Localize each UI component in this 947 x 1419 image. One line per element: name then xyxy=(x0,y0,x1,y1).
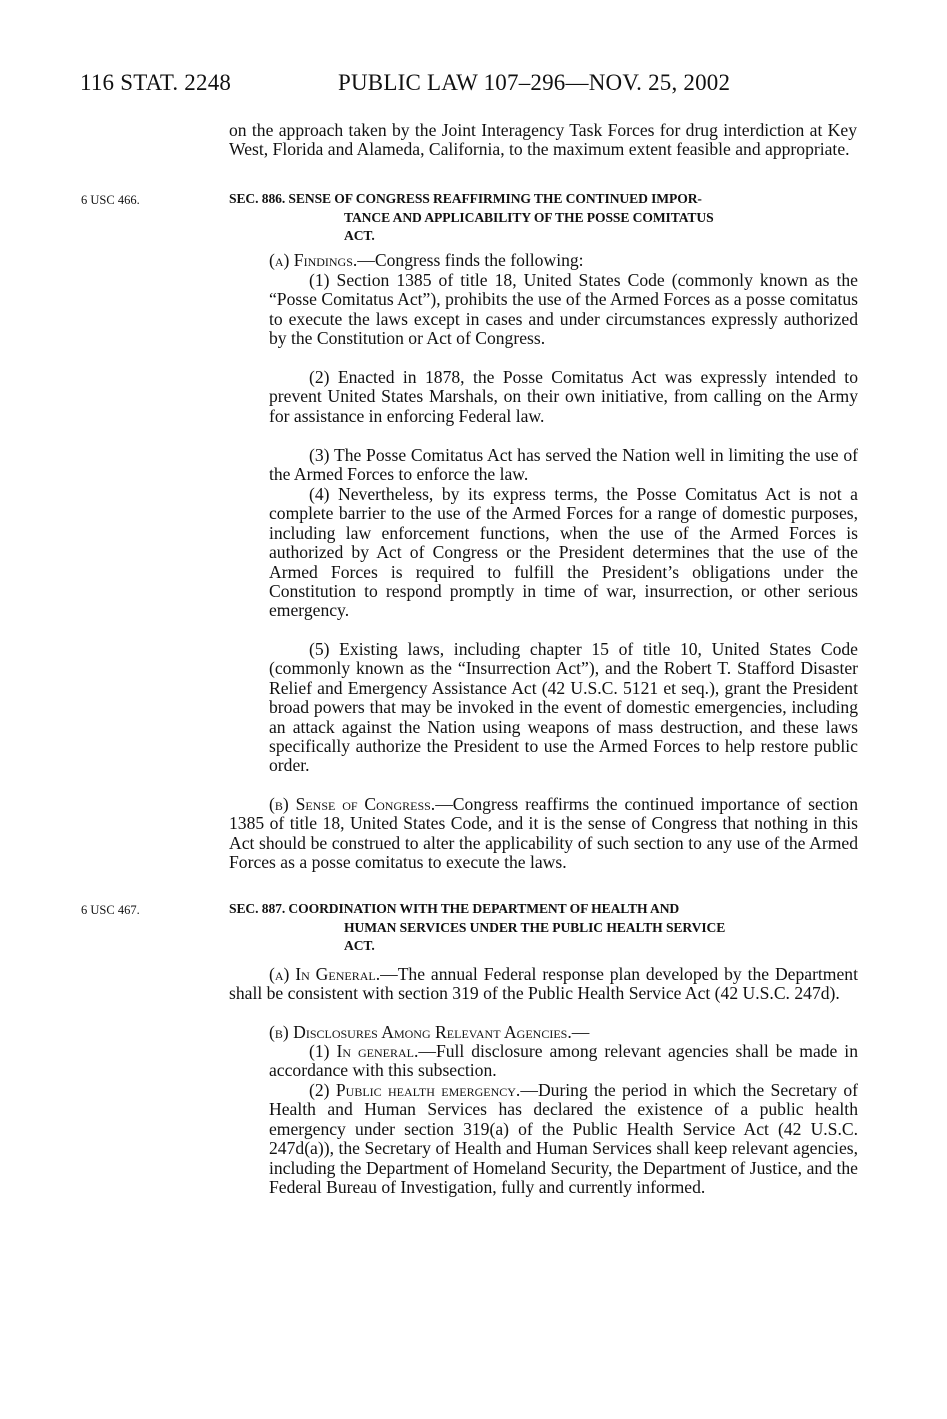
section-886-heading-line2: TANCE AND APPLICABILITY OF THE POSSE COMITATUS xyxy=(344,209,714,225)
disclosures-label: (b) Disclosures Among Relevant Agencies. xyxy=(269,1022,572,1042)
b1-label: (1) In general. xyxy=(309,1041,419,1061)
sec887-subsection-b: (b) Disclosures Among Relevant Agencies.— xyxy=(269,1022,590,1042)
finding-2: (2) Enacted in 1878, the Posse Comitatus Act was expressly intended to prevent United States Marshals, on their own initiative, from calling on the Army for assistance in enforcing Federal law. xyxy=(269,367,858,426)
finding-5: (5) Existing laws, including chapter 15 of title 10, United States Code (commonly known as the “Insurrection Act”), and the Robert T. Stafford Disaster Relief and Emergency Assistance Act (42 U.S.C. 5121 et seq.), grant the President broad powers that may be invoked in the event of domestic emergencies, including an attack against the Nation using weapons of mass destruction, and these laws specifically authorize the President to use the Armed Forces to help restore public order. xyxy=(269,639,858,776)
section-887-heading-line2: HUMAN SERVICES UNDER THE PUBLIC HEALTH SERVICE xyxy=(344,919,726,935)
stat-page-number: 116 STAT. 2248 xyxy=(80,70,232,95)
usc-citation-466: 6 USC 466. xyxy=(81,193,140,207)
finding-3: (3) The Posse Comitatus Act has served the Nation well in limiting the use of the Armed Forces to enforce the law. xyxy=(269,445,858,485)
section-887-heading xyxy=(229,900,859,956)
finding-4: (4) Nevertheless, by its express terms, the Posse Comitatus Act is not a complete barrier to the use of the Armed Forces for a range of domestic purposes, including law enforcement functions, when the use of the Armed Forces is authorized by Act of Congress or the President determines that the use of the Armed Forces is required to fulfill the President’s obligations under the Constitution to respond promptly in time of war, insurrection, or other serious emergency. xyxy=(269,484,858,621)
section-887-heading-line3: ACT. xyxy=(344,938,375,953)
section-887-heading-line1: SEC. 887. COORDINATION WITH THE DEPARTMENT OF HEALTH AND xyxy=(229,901,680,916)
b2-label: (2) Public health emergency. xyxy=(309,1080,521,1100)
section-886-heading xyxy=(229,190,859,246)
section-886-heading-line3: ACT. xyxy=(344,228,375,243)
sec886-subsection-b: (b) Sense of Congress.—Congress reaffirms the continued importance of section 1385 of title 18, United States Code, and it is the sense of Congress that nothing in this Act should be construed to alter the applicability of such section to any use of the Armed Forces as a posse comitatus to execute the laws. xyxy=(229,794,858,873)
running-header xyxy=(80,70,860,104)
intro-paragraph: on the approach taken by the Joint Interagency Task Forces for drug interdiction at Key West, Florida and Alameda, California, to the maximum extent feasible and appropriate. xyxy=(229,120,857,160)
in-general-label: (a) In General. xyxy=(269,964,381,984)
sec886-subsection-a: (a) Findings.—Congress finds the following: xyxy=(269,250,584,270)
section-886-heading-line1: SEC. 886. SENSE OF CONGRESS REAFFIRMING THE CONTINUED IMPOR- xyxy=(229,191,702,206)
sec887-subsection-a: (a) In General.—The annual Federal response plan developed by the Department shall be consistent with section 319 of the Public Health Service Act (42 U.S.C. 247d). xyxy=(229,964,858,1004)
finding-1: (1) Section 1385 of title 18, United States Code (commonly known as the “Posse Comitatus Act”), prohibits the use of the Armed Forces as a posse comitatus to execute the laws except in cases and under circumstances expressly authorized by the Constitution or Act of Congress. xyxy=(269,270,858,349)
sec887-b2: (2) Public health emergency.—During the period in which the Secretary of Health and Human Services has declared the existence of a public health emergency under section 319(a) of the Public Health Service Act (42 U.S.C. 247d(a)), the Secretary of Health and Human Services shall keep relevant agencies, including the Department of Homeland Security, the Department of Justice, and the Federal Bureau of Investigation, fully and currently informed. xyxy=(269,1080,859,1198)
sense-of-congress-label: (b) Sense of Congress. xyxy=(269,794,436,814)
usc-citation-467: 6 USC 467. xyxy=(81,903,140,917)
findings-label: (a) Findings. xyxy=(269,250,358,270)
sec887-b1: (1) In general.—Full disclosure among relevant agencies shall be made in accordance with this subsection. xyxy=(269,1041,858,1081)
public-law-date: PUBLIC LAW 107–296—NOV. 25, 2002 xyxy=(338,70,731,95)
